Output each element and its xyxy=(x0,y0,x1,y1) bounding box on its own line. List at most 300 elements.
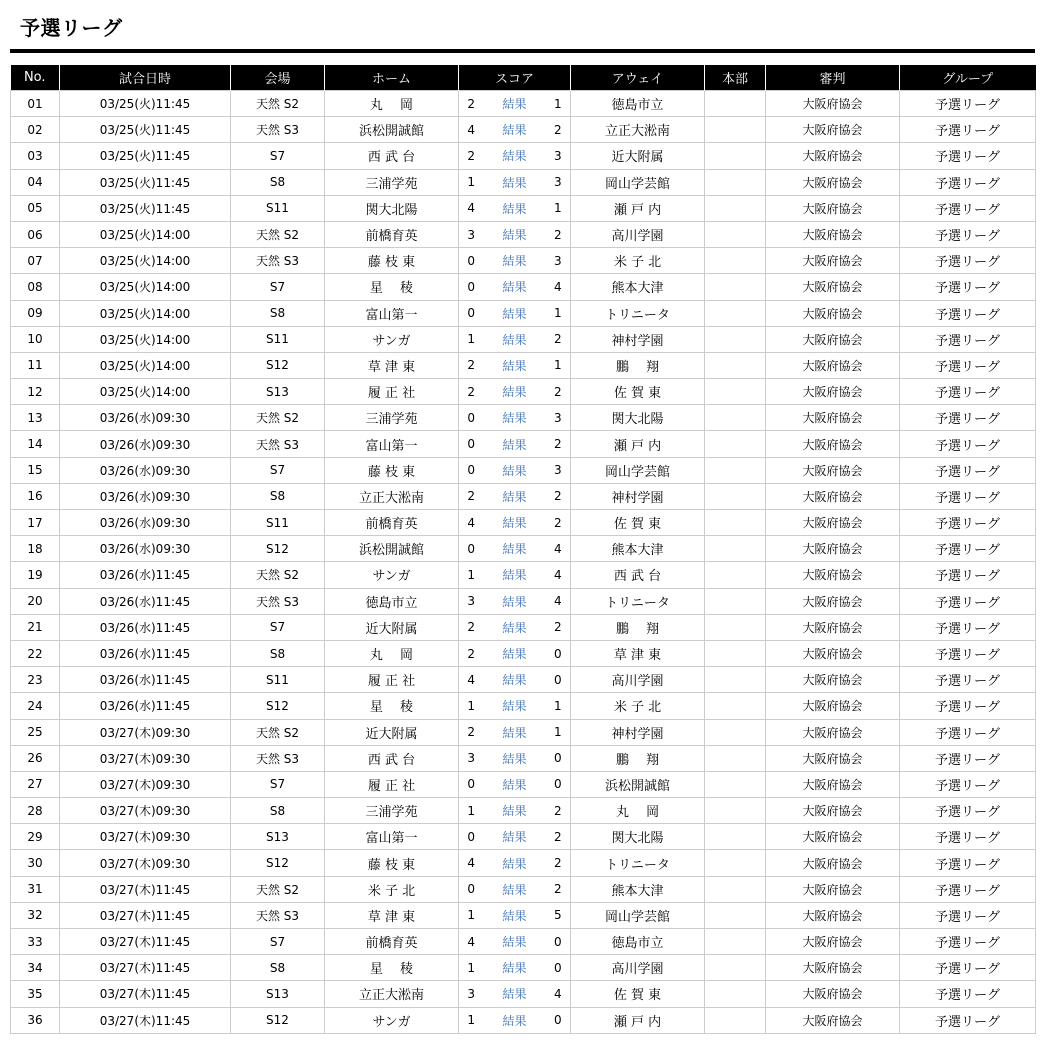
referee-cell: 大阪府協会 xyxy=(766,771,900,797)
away-score-cell: 2 xyxy=(546,614,571,640)
home-score-cell: 3 xyxy=(459,588,484,614)
away-team-cell: 高川学園 xyxy=(571,221,705,247)
away-score-cell: 4 xyxy=(546,981,571,1007)
match-datetime-cell: 03/26(水)09:30 xyxy=(60,405,231,431)
away-team-cell: 浜松開誠館 xyxy=(571,771,705,797)
home-score-cell: 4 xyxy=(459,850,484,876)
result-link[interactable]: 結果 xyxy=(502,620,527,635)
match-no-cell: 02 xyxy=(11,117,60,143)
match-datetime-cell: 03/27(木)09:30 xyxy=(60,719,231,745)
table-row xyxy=(11,562,1036,588)
group-cell: 予選リーグ xyxy=(900,483,1036,509)
referee-cell: 大阪府協会 xyxy=(766,405,900,431)
hq-cell xyxy=(705,929,766,955)
referee-cell: 大阪府協会 xyxy=(766,929,900,955)
result-cell xyxy=(484,876,546,902)
away-team-cell: 瀬 戸 内 xyxy=(571,1007,705,1033)
venue-cell: 天然 S2 xyxy=(231,562,325,588)
referee-cell: 大阪府協会 xyxy=(766,640,900,666)
home-team-cell: 前橋育英 xyxy=(325,510,459,536)
match-datetime-cell: 03/26(水)09:30 xyxy=(60,510,231,536)
away-score-cell: 4 xyxy=(546,536,571,562)
home-score-cell: 0 xyxy=(459,771,484,797)
match-no-cell: 06 xyxy=(11,221,60,247)
venue-cell: S8 xyxy=(231,798,325,824)
group-cell: 予選リーグ xyxy=(900,248,1036,274)
referee-cell: 大阪府協会 xyxy=(766,824,900,850)
match-datetime-cell: 03/25(火)11:45 xyxy=(60,143,231,169)
referee-cell: 大阪府協会 xyxy=(766,536,900,562)
hq-cell xyxy=(705,274,766,300)
venue-cell: S8 xyxy=(231,300,325,326)
referee-cell: 大阪府協会 xyxy=(766,667,900,693)
away-team-cell: 佐 賀 東 xyxy=(571,981,705,1007)
result-link[interactable]: 結果 xyxy=(502,542,527,557)
result-cell xyxy=(484,955,546,981)
match-no-cell: 21 xyxy=(11,614,60,640)
result-link[interactable]: 結果 xyxy=(502,358,527,373)
home-score-cell: 1 xyxy=(459,326,484,352)
result-cell xyxy=(484,902,546,928)
hq-cell xyxy=(705,719,766,745)
away-team-cell: 岡山学芸館 xyxy=(571,169,705,195)
match-no-cell: 26 xyxy=(11,745,60,771)
home-score-cell: 1 xyxy=(459,902,484,928)
group-cell: 予選リーグ xyxy=(900,640,1036,666)
away-team-cell: 丸 岡 xyxy=(571,798,705,824)
table-row xyxy=(11,929,1036,955)
match-datetime-cell: 03/27(木)11:45 xyxy=(60,876,231,902)
match-no-cell: 32 xyxy=(11,902,60,928)
away-score-cell: 2 xyxy=(546,876,571,902)
result-cell xyxy=(484,745,546,771)
group-cell: 予選リーグ xyxy=(900,693,1036,719)
venue-cell: S12 xyxy=(231,352,325,378)
away-score-cell: 0 xyxy=(546,640,571,666)
away-score-cell: 1 xyxy=(546,693,571,719)
result-link[interactable]: 結果 xyxy=(502,97,527,112)
hq-cell xyxy=(705,850,766,876)
match-datetime-cell: 03/26(水)11:45 xyxy=(60,562,231,588)
away-score-cell: 2 xyxy=(546,850,571,876)
away-team-cell: 米 子 北 xyxy=(571,248,705,274)
result-link[interactable]: 結果 xyxy=(502,987,527,1002)
result-link[interactable]: 結果 xyxy=(502,804,527,819)
match-no-cell: 11 xyxy=(11,352,60,378)
result-link[interactable]: 結果 xyxy=(502,437,527,452)
match-datetime-cell: 03/25(火)14:00 xyxy=(60,379,231,405)
hq-cell xyxy=(705,745,766,771)
result-cell xyxy=(484,483,546,509)
match-datetime-cell: 03/26(水)09:30 xyxy=(60,457,231,483)
away-team-cell: トリニータ xyxy=(571,300,705,326)
table-body xyxy=(11,91,1036,1034)
referee-cell: 大阪府協会 xyxy=(766,876,900,902)
home-team-cell: 三浦学苑 xyxy=(325,169,459,195)
table-row xyxy=(11,536,1036,562)
table-row xyxy=(11,274,1036,300)
away-team-cell: 熊本大津 xyxy=(571,274,705,300)
away-team-cell: 鵬 翔 xyxy=(571,745,705,771)
home-score-cell: 4 xyxy=(459,510,484,536)
away-score-cell: 1 xyxy=(546,195,571,221)
match-datetime-cell: 03/25(火)14:00 xyxy=(60,221,231,247)
referee-cell: 大阪府協会 xyxy=(766,431,900,457)
hq-cell xyxy=(705,352,766,378)
match-no-cell: 16 xyxy=(11,483,60,509)
away-score-cell: 2 xyxy=(546,117,571,143)
header-referee: 審判 xyxy=(766,65,900,91)
match-datetime-cell: 03/26(水)11:45 xyxy=(60,693,231,719)
hq-cell xyxy=(705,693,766,719)
table-row xyxy=(11,326,1036,352)
result-link[interactable]: 結果 xyxy=(502,856,527,871)
home-team-cell: 立正大淞南 xyxy=(325,483,459,509)
referee-cell: 大阪府協会 xyxy=(766,1007,900,1033)
away-score-cell: 0 xyxy=(546,1007,571,1033)
match-datetime-cell: 03/25(火)14:00 xyxy=(60,300,231,326)
result-link[interactable]: 結果 xyxy=(502,254,527,269)
venue-cell: S8 xyxy=(231,483,325,509)
referee-cell: 大阪府協会 xyxy=(766,981,900,1007)
venue-cell: 天然 S3 xyxy=(231,248,325,274)
result-link[interactable]: 結果 xyxy=(502,751,527,766)
venue-cell: S11 xyxy=(231,667,325,693)
page-title: 予選リーグ xyxy=(20,16,123,40)
referee-cell: 大阪府協会 xyxy=(766,745,900,771)
referee-cell: 大阪府協会 xyxy=(766,614,900,640)
venue-cell: 天然 S3 xyxy=(231,117,325,143)
match-datetime-cell: 03/27(木)11:45 xyxy=(60,955,231,981)
title-divider xyxy=(10,49,1035,53)
group-cell: 予選リーグ xyxy=(900,405,1036,431)
match-no-cell: 07 xyxy=(11,248,60,274)
home-score-cell: 2 xyxy=(459,352,484,378)
table-row xyxy=(11,955,1036,981)
result-link[interactable]: 結果 xyxy=(502,725,527,740)
match-no-cell: 24 xyxy=(11,693,60,719)
match-datetime-cell: 03/27(木)11:45 xyxy=(60,929,231,955)
result-cell xyxy=(484,719,546,745)
result-link[interactable]: 結果 xyxy=(502,673,527,688)
away-team-cell: 神村学園 xyxy=(571,719,705,745)
match-no-cell: 08 xyxy=(11,274,60,300)
away-team-cell: 神村学園 xyxy=(571,326,705,352)
referee-cell: 大阪府協会 xyxy=(766,117,900,143)
match-no-cell: 17 xyxy=(11,510,60,536)
away-score-cell: 4 xyxy=(546,588,571,614)
match-no-cell: 30 xyxy=(11,850,60,876)
home-score-cell: 0 xyxy=(459,431,484,457)
match-no-cell: 27 xyxy=(11,771,60,797)
match-datetime-cell: 03/25(火)14:00 xyxy=(60,274,231,300)
home-team-cell: 藤 枝 東 xyxy=(325,850,459,876)
home-score-cell: 2 xyxy=(459,719,484,745)
away-team-cell: 岡山学芸館 xyxy=(571,902,705,928)
group-cell: 予選リーグ xyxy=(900,117,1036,143)
venue-cell: S12 xyxy=(231,693,325,719)
venue-cell: S7 xyxy=(231,274,325,300)
venue-cell: S12 xyxy=(231,850,325,876)
home-team-cell: 立正大淞南 xyxy=(325,981,459,1007)
result-link[interactable]: 結果 xyxy=(502,411,527,426)
home-score-cell: 0 xyxy=(459,300,484,326)
referee-cell: 大阪府協会 xyxy=(766,850,900,876)
result-link[interactable]: 結果 xyxy=(502,280,527,295)
referee-cell: 大阪府協会 xyxy=(766,379,900,405)
match-no-cell: 15 xyxy=(11,457,60,483)
home-score-cell: 0 xyxy=(459,876,484,902)
group-cell: 予選リーグ xyxy=(900,536,1036,562)
result-link[interactable]: 結果 xyxy=(502,594,527,609)
result-link[interactable]: 結果 xyxy=(502,568,527,583)
match-no-cell: 14 xyxy=(11,431,60,457)
table-row xyxy=(11,693,1036,719)
group-cell: 予選リーグ xyxy=(900,824,1036,850)
match-datetime-cell: 03/27(木)09:30 xyxy=(60,850,231,876)
home-score-cell: 2 xyxy=(459,143,484,169)
table-row xyxy=(11,431,1036,457)
result-link[interactable]: 結果 xyxy=(502,1013,527,1028)
away-score-cell: 3 xyxy=(546,405,571,431)
result-link[interactable]: 結果 xyxy=(502,123,527,138)
group-cell: 予選リーグ xyxy=(900,929,1036,955)
home-team-cell: サンガ xyxy=(325,562,459,588)
away-score-cell: 0 xyxy=(546,955,571,981)
match-datetime-cell: 03/25(火)11:45 xyxy=(60,169,231,195)
match-datetime-cell: 03/26(水)09:30 xyxy=(60,536,231,562)
home-score-cell: 4 xyxy=(459,929,484,955)
hq-cell xyxy=(705,248,766,274)
result-link[interactable]: 結果 xyxy=(502,777,527,792)
hq-cell xyxy=(705,510,766,536)
away-team-cell: 徳島市立 xyxy=(571,91,705,117)
referee-cell: 大阪府協会 xyxy=(766,91,900,117)
hq-cell xyxy=(705,667,766,693)
venue-cell: S13 xyxy=(231,379,325,405)
result-link[interactable]: 結果 xyxy=(502,647,527,662)
referee-cell: 大阪府協会 xyxy=(766,248,900,274)
referee-cell: 大阪府協会 xyxy=(766,693,900,719)
header-hq: 本部 xyxy=(705,65,766,91)
match-no-cell: 23 xyxy=(11,667,60,693)
table-row xyxy=(11,902,1036,928)
result-link[interactable]: 結果 xyxy=(502,516,527,531)
group-cell: 予選リーグ xyxy=(900,562,1036,588)
home-team-cell: 三浦学苑 xyxy=(325,798,459,824)
home-team-cell: 星 稜 xyxy=(325,693,459,719)
away-team-cell: 西 武 台 xyxy=(571,562,705,588)
result-cell xyxy=(484,326,546,352)
match-datetime-cell: 03/25(火)14:00 xyxy=(60,326,231,352)
table-row xyxy=(11,457,1036,483)
result-cell xyxy=(484,798,546,824)
referee-cell: 大阪府協会 xyxy=(766,510,900,536)
referee-cell: 大阪府協会 xyxy=(766,143,900,169)
table-row xyxy=(11,771,1036,797)
result-cell xyxy=(484,169,546,195)
result-link[interactable]: 結果 xyxy=(502,882,527,897)
away-team-cell: 岡山学芸館 xyxy=(571,457,705,483)
result-link[interactable]: 結果 xyxy=(502,201,527,216)
venue-cell: 天然 S2 xyxy=(231,91,325,117)
home-team-cell: 草 津 東 xyxy=(325,902,459,928)
result-cell xyxy=(484,667,546,693)
group-cell: 予選リーグ xyxy=(900,510,1036,536)
result-link[interactable]: 結果 xyxy=(502,306,527,321)
home-team-cell: 西 武 台 xyxy=(325,745,459,771)
venue-cell: S8 xyxy=(231,169,325,195)
result-link[interactable]: 結果 xyxy=(502,489,527,504)
venue-cell: 天然 S3 xyxy=(231,431,325,457)
result-link[interactable]: 結果 xyxy=(502,332,527,347)
result-link[interactable]: 結果 xyxy=(502,699,527,714)
match-no-cell: 25 xyxy=(11,719,60,745)
result-cell xyxy=(484,562,546,588)
referee-cell: 大阪府協会 xyxy=(766,457,900,483)
result-cell xyxy=(484,405,546,431)
result-cell xyxy=(484,510,546,536)
home-team-cell: サンガ xyxy=(325,1007,459,1033)
away-team-cell: 鵬 翔 xyxy=(571,352,705,378)
hq-cell xyxy=(705,457,766,483)
hq-cell xyxy=(705,640,766,666)
away-score-cell: 2 xyxy=(546,431,571,457)
venue-cell: 天然 S3 xyxy=(231,902,325,928)
table-row xyxy=(11,483,1036,509)
home-team-cell: 三浦学苑 xyxy=(325,405,459,431)
home-team-cell: 徳島市立 xyxy=(325,588,459,614)
away-score-cell: 4 xyxy=(546,274,571,300)
result-link[interactable]: 結果 xyxy=(502,935,527,950)
home-team-cell: 富山第一 xyxy=(325,824,459,850)
match-datetime-cell: 03/27(木)09:30 xyxy=(60,824,231,850)
referee-cell: 大阪府協会 xyxy=(766,483,900,509)
group-cell: 予選リーグ xyxy=(900,143,1036,169)
away-score-cell: 3 xyxy=(546,143,571,169)
hq-cell xyxy=(705,117,766,143)
result-cell xyxy=(484,143,546,169)
home-team-cell: 関大北陽 xyxy=(325,195,459,221)
away-score-cell: 1 xyxy=(546,719,571,745)
away-team-cell: 徳島市立 xyxy=(571,929,705,955)
table-row xyxy=(11,379,1036,405)
venue-cell: 天然 S3 xyxy=(231,745,325,771)
table-row xyxy=(11,876,1036,902)
match-datetime-cell: 03/27(木)11:45 xyxy=(60,902,231,928)
result-link[interactable]: 結果 xyxy=(502,385,527,400)
result-link[interactable]: 結果 xyxy=(502,228,527,243)
home-team-cell: 前橋育英 xyxy=(325,221,459,247)
venue-cell: S7 xyxy=(231,771,325,797)
home-team-cell: 米 子 北 xyxy=(325,876,459,902)
result-cell xyxy=(484,248,546,274)
referee-cell: 大阪府協会 xyxy=(766,221,900,247)
home-score-cell: 1 xyxy=(459,798,484,824)
result-cell xyxy=(484,352,546,378)
result-link[interactable]: 結果 xyxy=(502,830,527,845)
away-score-cell: 3 xyxy=(546,248,571,274)
away-team-cell: 瀬 戸 内 xyxy=(571,195,705,221)
hq-cell xyxy=(705,431,766,457)
away-team-cell: トリニータ xyxy=(571,850,705,876)
referee-cell: 大阪府協会 xyxy=(766,300,900,326)
home-score-cell: 4 xyxy=(459,117,484,143)
group-cell: 予選リーグ xyxy=(900,902,1036,928)
match-no-cell: 31 xyxy=(11,876,60,902)
hq-cell xyxy=(705,300,766,326)
referee-cell: 大阪府協会 xyxy=(766,169,900,195)
away-team-cell: 高川学園 xyxy=(571,955,705,981)
match-no-cell: 19 xyxy=(11,562,60,588)
venue-cell: 天然 S2 xyxy=(231,719,325,745)
group-cell: 予選リーグ xyxy=(900,300,1036,326)
venue-cell: S8 xyxy=(231,955,325,981)
away-score-cell: 2 xyxy=(546,798,571,824)
away-team-cell: 立正大淞南 xyxy=(571,117,705,143)
match-datetime-cell: 03/25(火)11:45 xyxy=(60,91,231,117)
referee-cell: 大阪府協会 xyxy=(766,274,900,300)
table-row xyxy=(11,221,1036,247)
result-link[interactable]: 結果 xyxy=(502,175,527,190)
home-score-cell: 4 xyxy=(459,195,484,221)
hq-cell xyxy=(705,536,766,562)
away-score-cell: 2 xyxy=(546,510,571,536)
match-datetime-cell: 03/27(木)09:30 xyxy=(60,798,231,824)
home-score-cell: 4 xyxy=(459,667,484,693)
venue-cell: S11 xyxy=(231,510,325,536)
referee-cell: 大阪府協会 xyxy=(766,798,900,824)
home-team-cell: 富山第一 xyxy=(325,300,459,326)
away-team-cell: 草 津 東 xyxy=(571,640,705,666)
away-team-cell: 関大北陽 xyxy=(571,824,705,850)
result-link[interactable]: 結果 xyxy=(502,908,527,923)
away-score-cell: 0 xyxy=(546,745,571,771)
group-cell: 予選リーグ xyxy=(900,195,1036,221)
away-score-cell: 5 xyxy=(546,902,571,928)
home-score-cell: 2 xyxy=(459,614,484,640)
hq-cell xyxy=(705,955,766,981)
match-datetime-cell: 03/26(水)11:45 xyxy=(60,614,231,640)
home-team-cell: 近大附属 xyxy=(325,719,459,745)
group-cell: 予選リーグ xyxy=(900,91,1036,117)
hq-cell xyxy=(705,876,766,902)
header-venue: 会場 xyxy=(231,65,325,91)
hq-cell xyxy=(705,195,766,221)
group-cell: 予選リーグ xyxy=(900,614,1036,640)
result-link[interactable]: 結果 xyxy=(502,961,527,976)
hq-cell xyxy=(705,902,766,928)
away-team-cell: 近大附属 xyxy=(571,143,705,169)
away-score-cell: 0 xyxy=(546,929,571,955)
table-row xyxy=(11,981,1036,1007)
match-datetime-cell: 03/26(水)11:45 xyxy=(60,667,231,693)
home-team-cell: 藤 枝 東 xyxy=(325,457,459,483)
group-cell: 予選リーグ xyxy=(900,457,1036,483)
header-datetime: 試合日時 xyxy=(60,65,231,91)
referee-cell: 大阪府協会 xyxy=(766,902,900,928)
home-team-cell: 履 正 社 xyxy=(325,771,459,797)
group-cell: 予選リーグ xyxy=(900,326,1036,352)
result-link[interactable]: 結果 xyxy=(502,149,527,164)
hq-cell xyxy=(705,824,766,850)
result-cell xyxy=(484,929,546,955)
match-no-cell: 09 xyxy=(11,300,60,326)
group-cell: 予選リーグ xyxy=(900,431,1036,457)
result-link[interactable]: 結果 xyxy=(502,463,527,478)
match-no-cell: 33 xyxy=(11,929,60,955)
away-score-cell: 3 xyxy=(546,457,571,483)
